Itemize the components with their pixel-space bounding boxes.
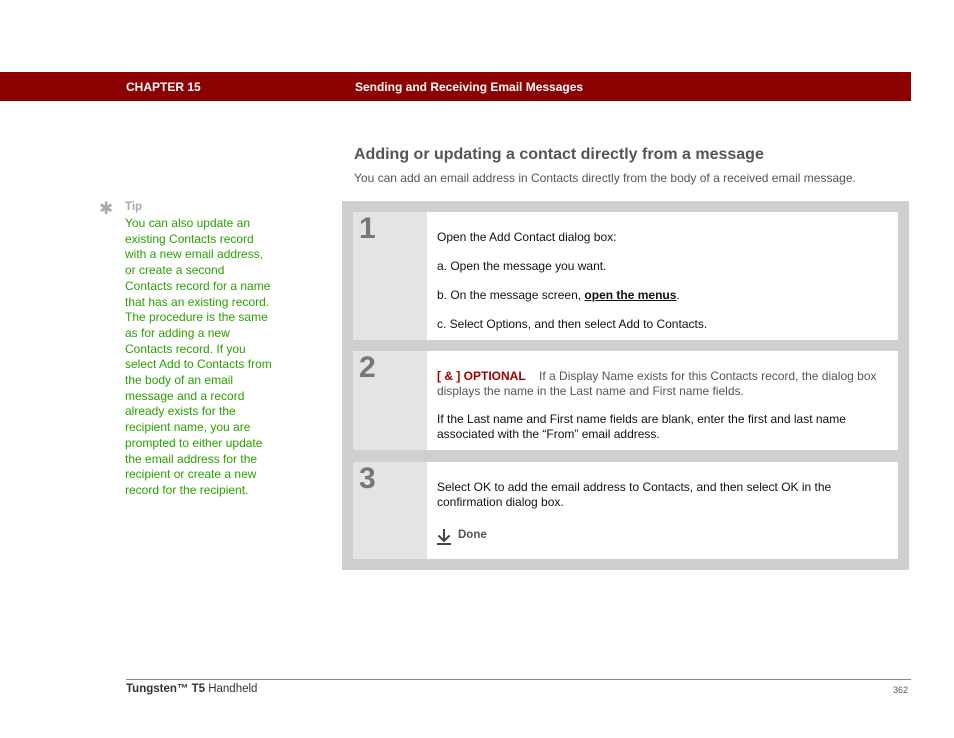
step-number-box: [353, 351, 427, 450]
done-label: Done: [458, 529, 487, 541]
section-intro: You can add an email address in Contacts directly from the body of a received email message.: [354, 171, 856, 185]
step-number: 3: [359, 462, 376, 495]
open-the-menus-link[interactable]: open the menus: [584, 288, 677, 302]
step-1: [353, 212, 898, 340]
step-intro: Open the Add Contact dialog box:: [437, 230, 617, 244]
footer-product: [126, 683, 257, 695]
step-number-box: [353, 212, 427, 340]
step-text: If the Last name and First name fields are blank, enter the first and last name associated with the “From” email address.: [437, 412, 846, 441]
chapter-header-bar: [0, 72, 911, 101]
substep-b-text: b. On the message screen,: [437, 288, 585, 302]
optional-note: [437, 369, 877, 399]
step-3: [353, 462, 898, 559]
step-2: [353, 351, 898, 450]
substep-b-end: .: [676, 288, 680, 302]
page-number: 362: [893, 685, 909, 695]
step-number: 2: [359, 351, 376, 384]
product-brand: Tungsten™ T5: [126, 683, 206, 695]
tip-label: Tip: [125, 201, 143, 213]
step-number-box: [353, 462, 427, 559]
chapter-label: CHAPTER 15: [126, 80, 201, 94]
step-body: [427, 462, 898, 559]
step-number: 1: [359, 212, 376, 245]
done-arrow-icon: [437, 529, 451, 545]
optional-text: If a Display Name exists for this Contacts record, the dialog box displays the name in the Last name and First name fields.: [437, 369, 877, 398]
optional-tag: [ & ] OPTIONAL: [437, 369, 526, 383]
steps-panel: [342, 201, 909, 570]
section-title: Adding or updating a contact directly from a message: [354, 146, 764, 163]
substep-b: [437, 288, 680, 303]
product-suffix: Handheld: [205, 683, 258, 695]
tip-text: You can also update an existing Contacts record with a new email address, or create a second Contacts record for a name that has an existing record. The procedure is the same as for adding a new Contacts record. If you select Add to Contacts from the body of an email message and a record already exists for the recipient name, you are prompted to either update the email address for the recipient or create a new record for the recipient.: [125, 216, 272, 497]
step-text: Select OK to add the email address to Contacts, and then select OK in the confirmation dialog box.: [437, 480, 832, 509]
chapter-title: Sending and Receiving Email Messages: [355, 80, 584, 94]
footer-rule: [126, 679, 911, 680]
asterisk-icon: ✱: [99, 199, 114, 218]
step-body: [427, 212, 898, 340]
substep-c: c. Select Options, and then select Add to Contacts.: [437, 317, 708, 331]
substep-a: a. Open the message you want.: [437, 259, 607, 273]
step-body: [427, 351, 898, 450]
